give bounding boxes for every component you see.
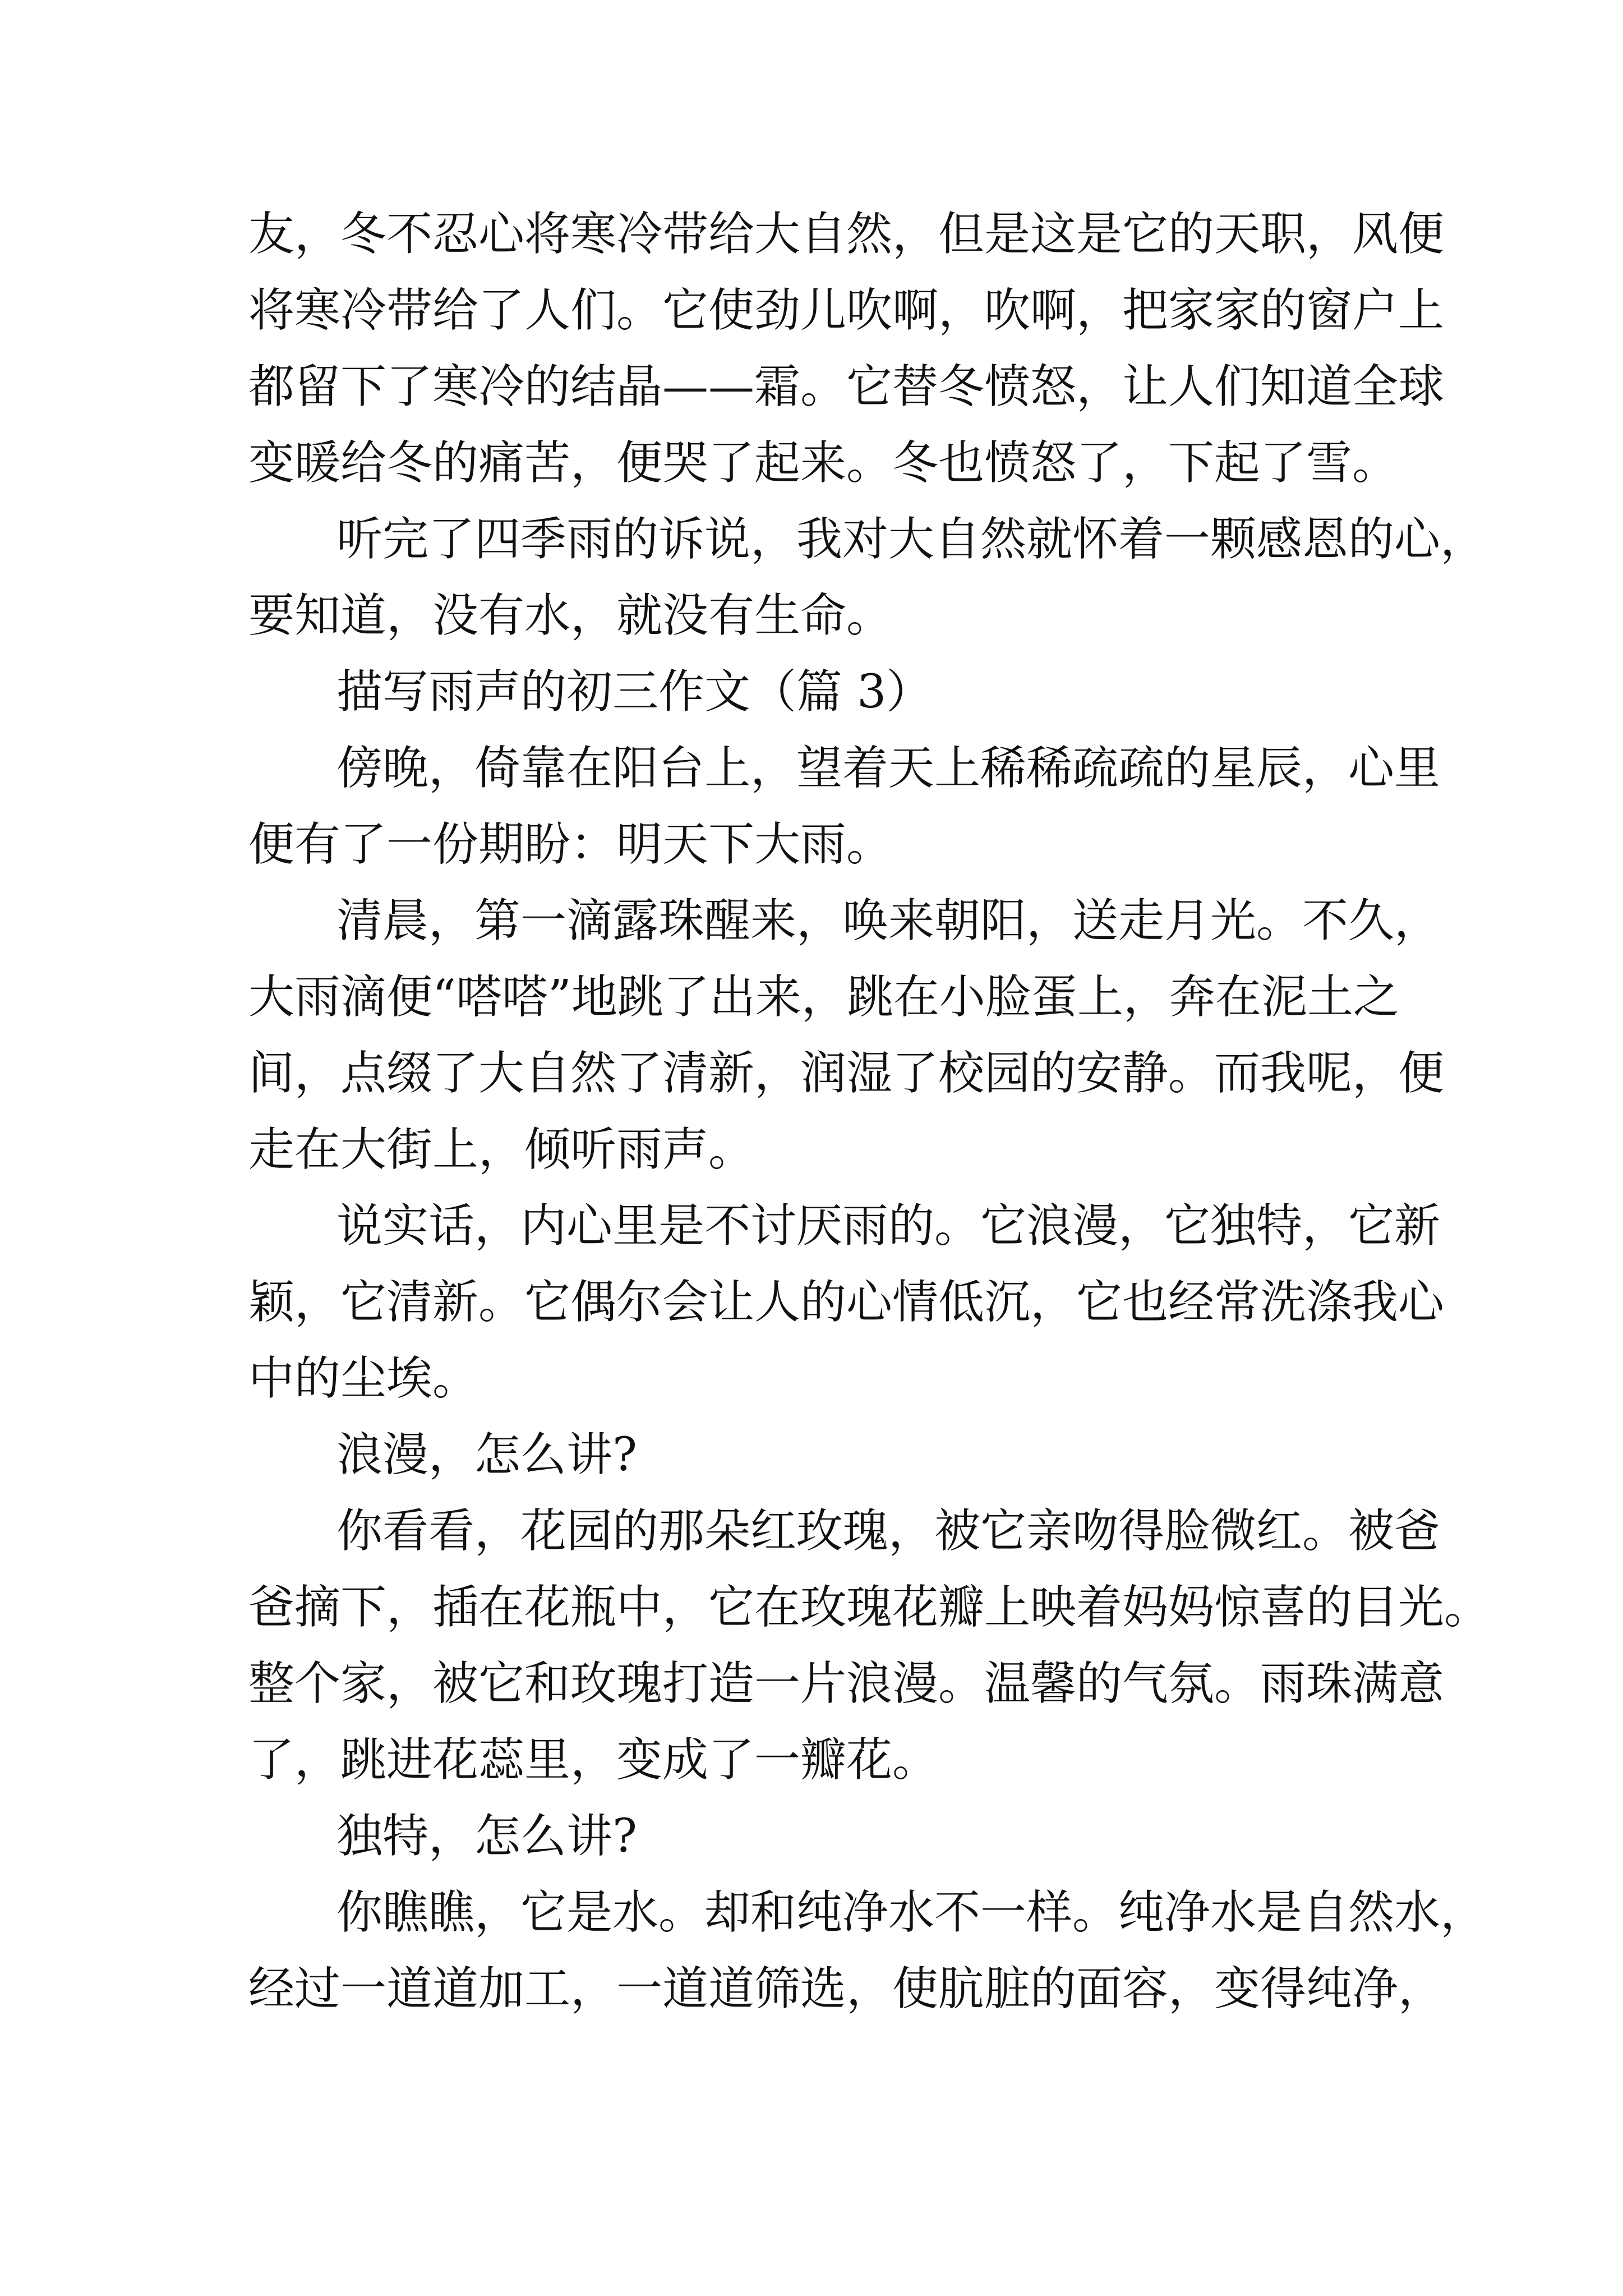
text-line: 经过一道道加工，一道道筛选，使肮脏的面容，变得纯净， xyxy=(248,1962,1445,2016)
text-line: 变暖给冬的痛苦，便哭了起来。冬也愤怒了，下起了雪。 xyxy=(248,436,1399,490)
paragraph-start-line: 傍晚，倚靠在阳台上，望着天上稀稀疏疏的星辰，心里 xyxy=(336,742,1441,795)
paragraph-start-line: 你瞧瞧，它是水。却和纯净水不一样。纯净水是自然水， xyxy=(336,1886,1487,1939)
text-line: 便有了一份期盼：明天下大雨。 xyxy=(248,818,893,871)
paragraph-start-line: 你看看，花园的那朵红玫瑰，被它亲吻得脸微红。被爸 xyxy=(336,1504,1441,1558)
paragraph-start-line: 清晨，第一滴露珠醒来，唤来朝阳，送走月光。不久， xyxy=(336,894,1441,947)
text-line: 将寒冷带给了人们。它使劲儿吹啊，吹啊，把家家的窗户上 xyxy=(248,284,1445,337)
paragraph-start-line: 独特，怎么讲? xyxy=(336,1810,637,1863)
text-line: 了，跳进花蕊里，变成了一瓣花。 xyxy=(248,1733,939,1787)
paragraph-start-line: 说实话，内心里是不讨厌雨的。它浪漫，它独特，它新 xyxy=(336,1199,1441,1253)
paragraph-start-line: 听完了四季雨的诉说，我对大自然就怀着一颗感恩的心， xyxy=(336,513,1487,566)
text-line: 大雨滴便“嗒嗒”地跳了出来，跳在小脸蛋上，奔在泥土之 xyxy=(248,970,1399,1024)
text-line: 友，冬不忍心将寒冷带给大自然，但是这是它的天职，风便 xyxy=(248,208,1445,261)
text-line: 间，点缀了大自然了清新，润湿了校园的安静。而我呢，便 xyxy=(248,1047,1445,1100)
text-line: 颖，它清新。它偶尔会让人的心情低沉，它也经常洗涤我心 xyxy=(248,1276,1445,1329)
text-line: 整个家，被它和玫瑰打造一片浪漫。温馨的气氛。雨珠满意 xyxy=(248,1657,1445,1710)
section-heading: 描写雨声的初三作文（篇 3） xyxy=(336,665,933,719)
text-line: 走在大街上，倾听雨声。 xyxy=(248,1123,755,1176)
paragraph-start-line: 浪漫，怎么讲? xyxy=(336,1428,637,1481)
text-line: 中的尘埃。 xyxy=(248,1352,479,1405)
text-line: 要知道，没有水，就没有生命。 xyxy=(248,589,893,642)
text-line: 爸摘下，插在花瓶中，它在玫瑰花瓣上映着妈妈惊喜的目光。 xyxy=(248,1581,1491,1634)
text-line: 都留下了寒冷的结晶——霜。它替冬愤怒，让人们知道全球 xyxy=(248,360,1445,413)
